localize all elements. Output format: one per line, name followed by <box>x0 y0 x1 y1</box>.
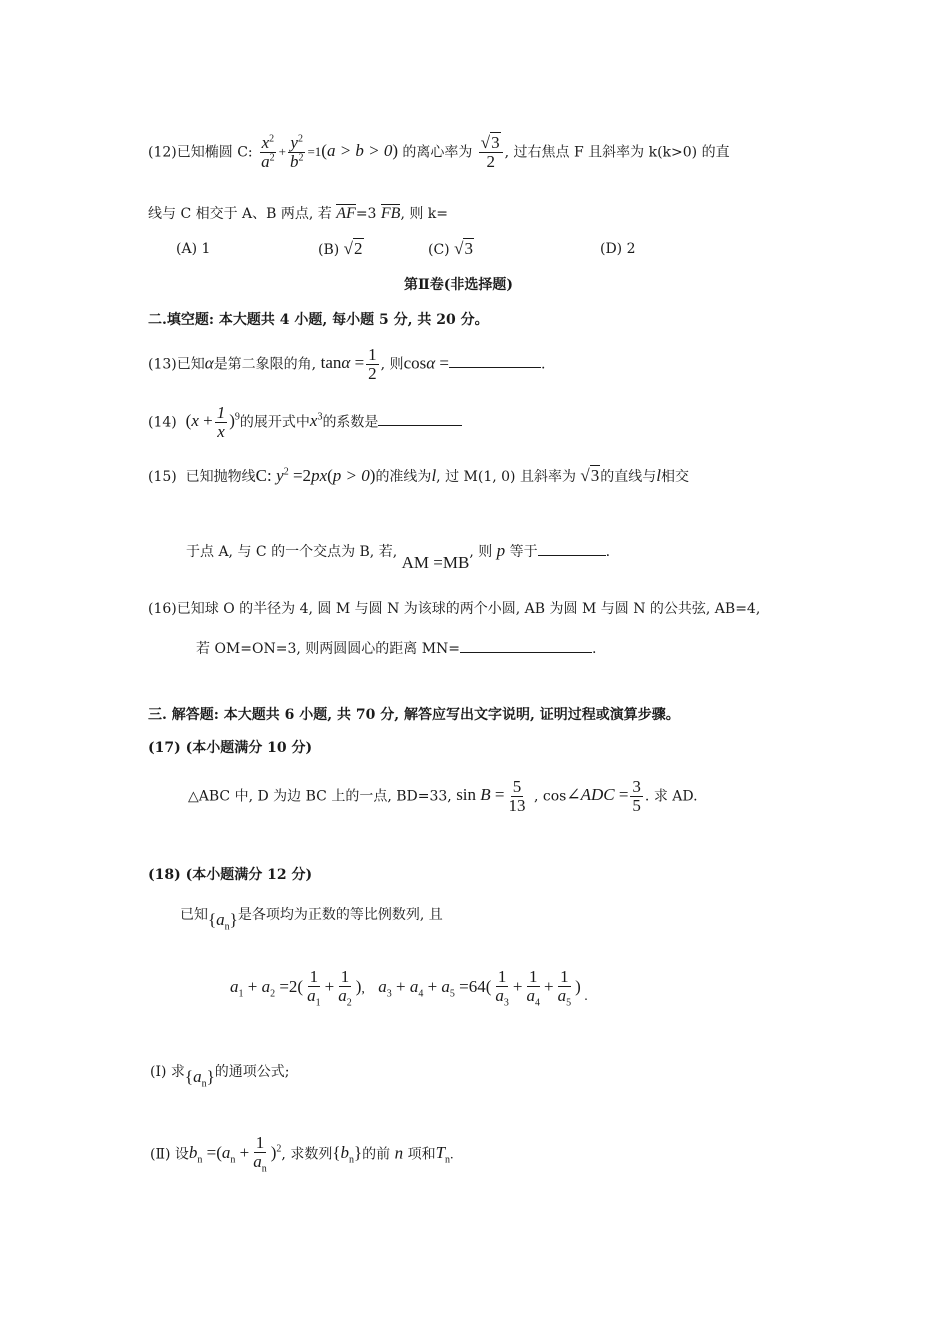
q16-line1 <box>148 602 760 616</box>
q15-text-4: , 过 M(1, 0) 且斜率为 <box>436 469 576 485</box>
line-l: l <box>656 466 661 485</box>
q12-option-b: (B) √2 <box>318 239 363 258</box>
q18-part2-text-3: 的前 <box>362 1146 391 1163</box>
q12-option-a: (A) 1 <box>176 241 211 257</box>
q17-heading: (17) (本小题满分 10 分) <box>148 740 313 756</box>
q15-text-9: , 则 <box>469 544 493 560</box>
part2-title: 第Ⅱ卷(非选择题) <box>404 277 514 293</box>
alpha-symbol: α <box>204 353 214 373</box>
q15-text-5: 的直线与 <box>600 469 657 485</box>
q17-text-3: . 求 AD. <box>644 788 698 805</box>
sequence-an: $\{a_n\}$ <box>208 910 238 933</box>
q14-line <box>148 404 462 441</box>
q18-part1-text-1: 求 <box>170 1064 185 1080</box>
q12-text-6: , 则 k= <box>400 206 449 222</box>
q16-text-3: . <box>592 641 597 657</box>
q16-line2 <box>196 640 596 656</box>
sequence-an-2: $\{a_n\}$ <box>184 1067 215 1090</box>
bn-definition: $b_n =(a_n$ + $\frac{1}{a_n}$ )$^2$ <box>188 1133 282 1175</box>
q12-line2 <box>148 206 448 222</box>
q18-text-2: 是各项均为正数的等比例数列, 且 <box>237 907 443 923</box>
p-symbol: p <box>496 541 506 560</box>
q14-text-2: 的系数是 <box>322 414 379 431</box>
q18-part2-number: (Ⅱ) <box>150 1146 171 1163</box>
q18-part2-text-1: 设 <box>174 1146 189 1163</box>
q16-number: (16) <box>148 601 177 617</box>
q14-number: (14) <box>148 414 177 431</box>
q16-text-2: 若 OM=ON=3, 则两圆圆心的距离 MN= <box>196 641 461 657</box>
q15-line1 <box>148 467 689 484</box>
vector-af: AF <box>336 205 356 222</box>
binomial-expression: (x + $\frac{1}{x}$ )$^9$ <box>185 403 240 441</box>
q12-option-d: (D) 2 <box>600 241 636 257</box>
sequence-bn: $\{b_n\}$ <box>332 1143 363 1166</box>
q17-text-1: △ABC 中, D 为边 BC 上的一点, BD=33, <box>188 788 452 805</box>
q15-answer-blank[interactable] <box>538 543 606 556</box>
parabola-equation: $y^2 =2px(p > 0)$ <box>276 466 376 485</box>
eccentricity-fraction: $\frac{√3}{2}$ <box>479 134 503 171</box>
q12-text-3: , 过右焦点 F 且斜率为 k(k>0) 的直 <box>504 144 730 161</box>
q18-part1 <box>150 1062 290 1090</box>
tn-symbol: $T_n$ <box>435 1143 451 1166</box>
q18-part1-text-2: 的通项公式; <box>214 1064 290 1080</box>
slope-sqrt3: √3 <box>580 466 600 485</box>
q18-intro <box>180 905 443 933</box>
q12-text-5: =3 <box>355 206 377 222</box>
q16-answer-blank[interactable] <box>460 640 592 653</box>
q18-part2-text-2: , 求数列 <box>281 1146 333 1163</box>
q13-number: (13) <box>148 356 177 373</box>
equation-2: $a_3 + a_4 + a_5 =64$( $\frac{1}{a_3}$ + $\frac{1}{a_4}$ + $\frac{1}{a_5}$ ) <box>378 967 581 1009</box>
section2-title: 二.填空题: 本大题共 4 小题, 每小题 5 分, 共 20 分。 <box>148 312 489 328</box>
q18-part2-text-4: 项和 <box>407 1146 436 1163</box>
q13-text-1: 已知 <box>176 356 205 373</box>
x-cubed: $x^3$ <box>309 411 323 431</box>
am-equals-mb: AM =MB <box>401 553 470 572</box>
angle-adc-equation: ∠ADC = $\frac{3}{5}$ <box>566 777 641 815</box>
q15-text-7: 于点 A, 与 C 的一个交点为 B, 若, <box>186 544 398 560</box>
q12-option-c: (C) √3 <box>428 239 473 258</box>
q15-line2 <box>186 541 611 572</box>
q15-text-11: . <box>605 544 611 560</box>
q13-text-2: 是第二象限的角, <box>213 356 317 373</box>
q14-answer-blank[interactable] <box>378 413 462 426</box>
q13-line <box>148 346 545 383</box>
q18-equations: $a_1 + a_2 =2$( $\frac{1}{a_1}$ + $\frac{1}{a_2}$ ), $a_3 + a_4 + a_5 =64$( $\frac{1}{a_3}$ + $\frac{1}{a_4}$ + $\frac{1}{a_5}$ ) . <box>230 967 588 1009</box>
q18-heading: (18) (本小题满分 12 分) <box>148 867 313 883</box>
vector-fb: FB <box>380 205 401 222</box>
q14-text-1: 的展开式中 <box>239 414 310 431</box>
q17-text-2: , cos <box>533 788 567 805</box>
q12-number: (12) <box>148 144 177 161</box>
q15-curve-name: C: <box>255 466 272 485</box>
q13-text-4: . <box>541 356 546 373</box>
q18-text-1: 已知 <box>180 907 208 923</box>
n-symbol: n <box>394 1143 404 1163</box>
q15-text-10: 等于 <box>509 544 538 560</box>
cos-alpha: cosα = <box>403 353 450 373</box>
q15-text-1: 已知抛物线 <box>185 469 256 485</box>
q17-line <box>188 778 698 815</box>
q12-line1 <box>148 134 730 171</box>
q18-part2: (Ⅱ) 设$b_n =(a_n$ + $\frac{1}{a_n}$ )$^2$, 求数列$\{b_n\}$的前 n 项和$T_n$. <box>150 1133 454 1175</box>
q13-text-3: , 则 <box>380 356 404 373</box>
q12-text-1: 已知椭圆 C: <box>176 144 253 161</box>
ellipse-equation: $\frac{x^2}{a^2}$ + $\frac{y^2}{b^2}$ =1(a > b > 0) <box>261 133 399 171</box>
q12-text-2: 的离心率为 <box>402 144 473 161</box>
q18-part1-number: (Ⅰ) <box>150 1064 167 1080</box>
q13-answer-blank[interactable] <box>449 355 541 368</box>
section3-title: 三. 解答题: 本大题共 6 小题, 共 70 分, 解答应写出文字说明, 证明过程或演算步骤。 <box>148 707 680 723</box>
q15-number: (15) <box>148 469 177 485</box>
q16-text-1: 已知球 O 的半径为 4, 圆 M 与圆 N 为该球的两个小圆, AB 为圆 M 与圆 N 的公共弦, AB=4, <box>176 601 761 617</box>
q15-text-3: 的准线为 <box>375 469 432 485</box>
equation-1: $a_1 + a_2 =2$( $\frac{1}{a_1}$ + $\frac{1}{a_2}$ ) <box>230 967 362 1009</box>
sin-b-equation: sin B = $\frac{5}{13}$ <box>456 777 526 815</box>
q12-text-4: 线与 C 相交于 A、B 两点, 若 <box>148 206 332 222</box>
q15-text-6: 相交 <box>660 469 689 485</box>
directrix-l: l <box>431 466 437 485</box>
tan-equation: tanα = $\frac{1}{2}$ <box>320 345 377 383</box>
